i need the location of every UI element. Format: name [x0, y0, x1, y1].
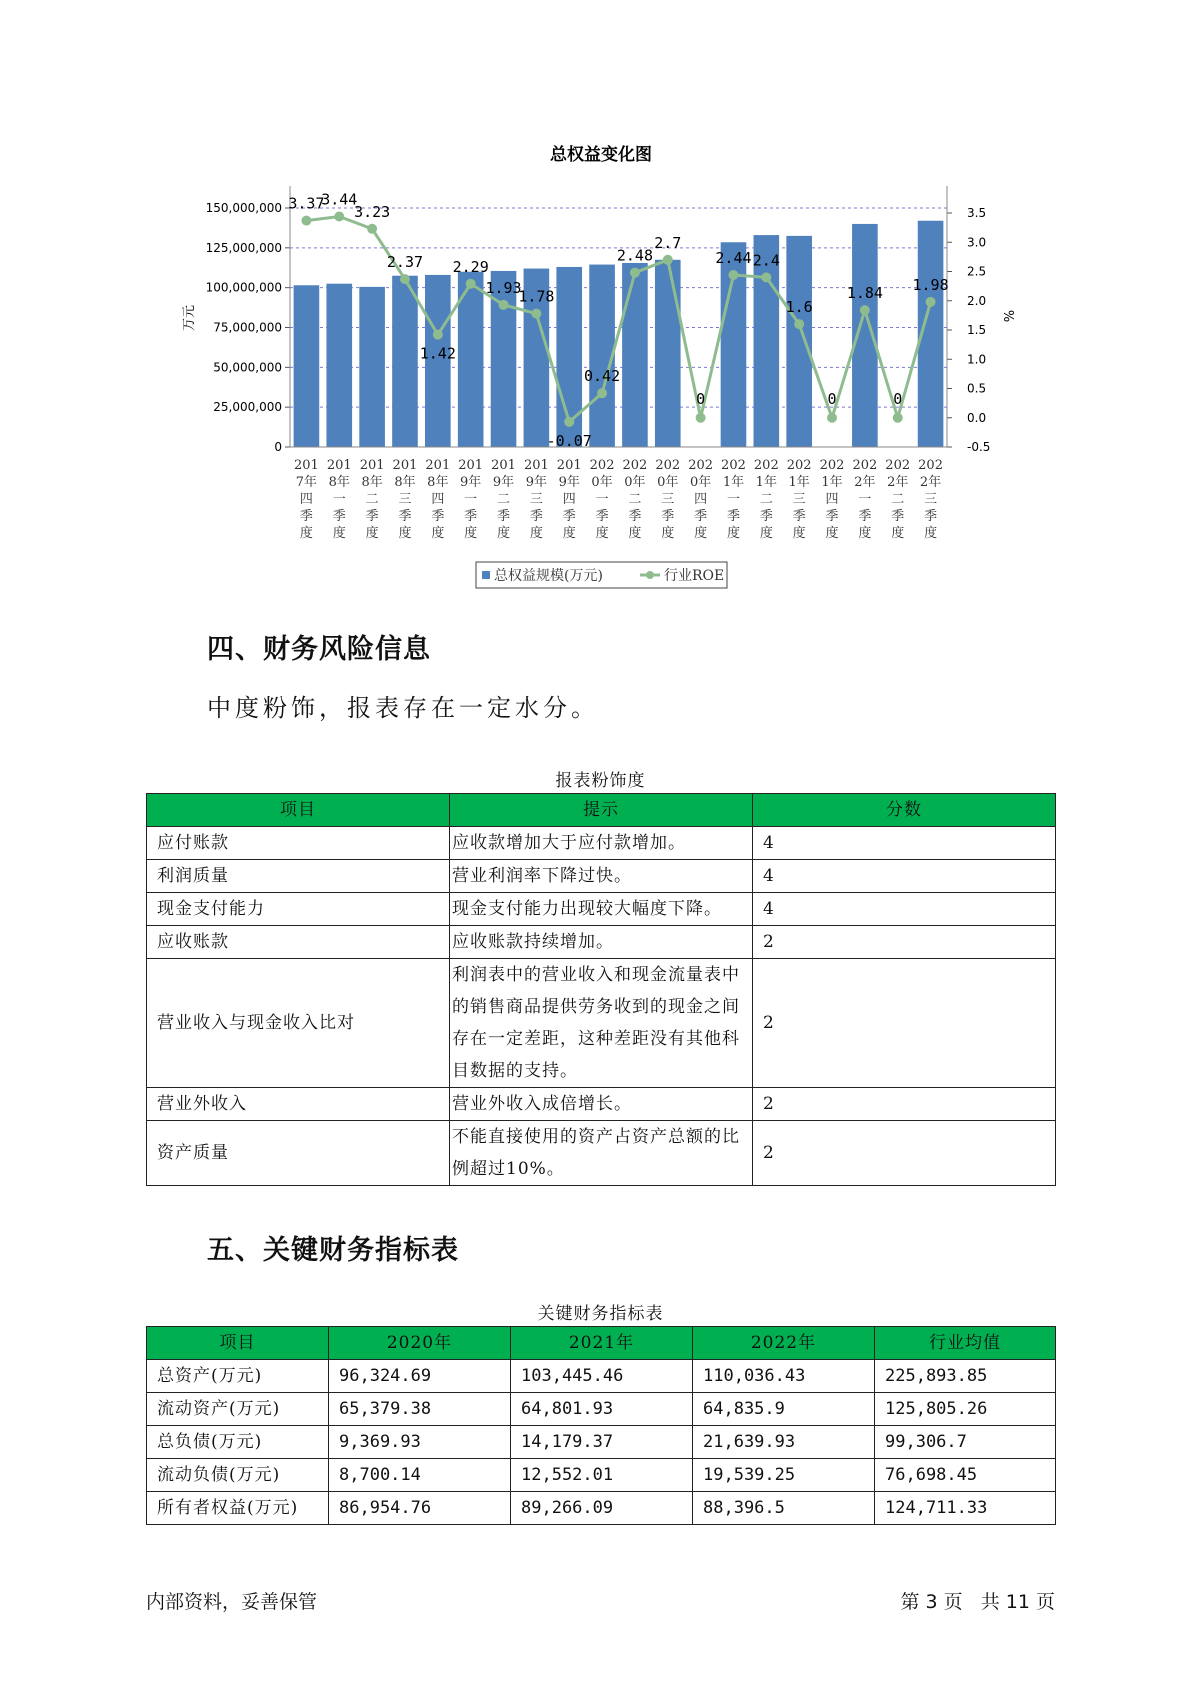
roe-data-label: 1.42	[419, 344, 456, 363]
y-right-tick-label: -0.5	[967, 440, 991, 454]
x-tick-label: 季	[628, 509, 642, 524]
x-tick-label: 度	[726, 526, 740, 541]
kpi-value-cell: 89,266.09	[511, 1492, 693, 1525]
table-row	[147, 959, 1056, 1088]
x-tick-label: 季	[398, 509, 412, 524]
risk-item-cell: 营业外收入	[147, 1088, 450, 1121]
legend-bar-label: 总权益规模(万元)	[494, 568, 603, 584]
kpi-header-cell: 2021年	[511, 1327, 693, 1360]
equity-bar	[622, 263, 648, 447]
equity-chart	[0, 0, 1191, 600]
section4-heading: 四、财务风险信息	[207, 634, 431, 665]
x-tick-label: 0年	[689, 475, 712, 490]
y-right-tick-label: 3.0	[967, 235, 987, 250]
y-left-tick-label: 125,000,000	[205, 240, 282, 255]
x-tick-label: 季	[595, 509, 609, 524]
risk-item-cell: 利润质量	[147, 860, 450, 893]
section4-paragraph: 中度粉饰，报表存在一定水分。	[207, 694, 599, 722]
equity-bar	[392, 276, 418, 447]
x-tick-label: 度	[431, 526, 445, 541]
x-tick-label: 一	[464, 492, 478, 507]
roe-data-label: 2.7	[654, 233, 682, 252]
risk-item-cell: 应收账款	[147, 926, 450, 959]
x-tick-label: 三	[792, 492, 806, 507]
legend-line-label: 行业ROE	[664, 568, 725, 584]
x-tick-label: 三	[661, 492, 675, 507]
table-row	[147, 1426, 1056, 1459]
roe-point	[499, 300, 509, 310]
x-tick-label: 202	[622, 458, 648, 473]
kpi-table	[146, 1326, 1056, 1525]
roe-point	[860, 305, 870, 315]
roe-point	[301, 216, 311, 226]
x-tick-label: 度	[497, 526, 511, 541]
roe-data-label: 0	[696, 389, 706, 408]
x-tick-label: 9年	[558, 475, 580, 490]
x-tick-label: 202	[753, 458, 779, 473]
table-row	[147, 1393, 1056, 1426]
table-row	[147, 1088, 1056, 1121]
risk-header-cell: 项目	[147, 794, 450, 827]
kpi-value-cell: 88,396.5	[693, 1492, 875, 1525]
kpi-value-cell: 64,835.9	[693, 1393, 875, 1426]
y-left-title: 万元	[182, 304, 197, 332]
roe-point	[761, 272, 771, 282]
kpi-value-cell: 86,954.76	[329, 1492, 511, 1525]
kpi-item-cell: 流动资产(万元)	[147, 1393, 329, 1426]
x-tick-label: 四	[694, 492, 708, 507]
y-left-tick-label: 150,000,000	[205, 201, 282, 215]
roe-point	[367, 224, 377, 234]
x-tick-label: 季	[759, 509, 773, 524]
risk-hint-cell: 现金支付能力出现较大幅度下降。	[450, 893, 753, 926]
roe-point	[728, 270, 738, 280]
x-tick-label: 度	[628, 526, 642, 541]
roe-point	[433, 330, 443, 340]
x-tick-label: 度	[299, 526, 313, 541]
roe-data-label: 0.42	[584, 367, 621, 386]
y-left-tick-label: 75,000,000	[213, 320, 282, 335]
x-tick-label: 三	[529, 492, 543, 507]
equity-bar	[359, 287, 385, 447]
roe-data-label: 1.84	[846, 284, 883, 303]
x-tick-label: 度	[398, 526, 412, 541]
x-tick-label: 季	[924, 509, 938, 524]
risk-score-cell: 4	[753, 860, 1056, 893]
footer-confidential: 内部资料，妥善保管	[146, 1591, 318, 1613]
table-row	[147, 1121, 1056, 1186]
roe-point	[696, 413, 706, 423]
roe-data-label: 2.44	[715, 249, 752, 268]
risk-hint-cell: 营业利润率下降过快。	[450, 860, 753, 893]
y-right-tick-label: 3.5	[967, 206, 987, 220]
x-tick-label: 1年	[788, 475, 810, 490]
x-tick-label: 202	[589, 458, 615, 473]
roe-point	[400, 274, 410, 284]
kpi-value-cell: 14,179.37	[511, 1426, 693, 1459]
kpi-value-cell: 65,379.38	[329, 1393, 511, 1426]
x-tick-label: 度	[529, 526, 543, 541]
kpi-value-cell: 124,711.33	[875, 1492, 1056, 1525]
roe-point	[827, 413, 837, 423]
risk-header-cell: 分数	[753, 794, 1056, 827]
x-tick-label: 度	[365, 526, 379, 541]
x-tick-label: 201	[294, 458, 319, 473]
x-tick-label: 度	[694, 526, 708, 541]
x-tick-label: 季	[792, 509, 806, 524]
roe-point	[564, 417, 574, 427]
kpi-value-cell: 96,324.69	[329, 1360, 511, 1393]
x-tick-label: 9年	[460, 475, 482, 490]
x-tick-label: 三	[924, 492, 938, 507]
risk-item-cell: 现金支付能力	[147, 893, 450, 926]
y-right-tick-label: 0.5	[967, 381, 987, 396]
x-tick-label: 2年	[919, 475, 942, 490]
risk-item-cell: 资产质量	[147, 1121, 450, 1186]
x-tick-label: 0年	[657, 475, 679, 490]
y-left-tick-label: 50,000,000	[213, 360, 282, 375]
y-right-tick-label: 2.5	[967, 264, 987, 279]
x-tick-label: 季	[332, 509, 346, 524]
risk-hint-cell: 营业外收入成倍增长。	[450, 1088, 753, 1121]
roe-data-label: 2.37	[386, 253, 424, 272]
x-tick-label: 7年	[295, 475, 318, 490]
y-left-tick-label: 100,000,000	[205, 280, 282, 295]
kpi-value-cell: 64,801.93	[511, 1393, 693, 1426]
kpi-value-cell: 76,698.45	[875, 1459, 1056, 1492]
x-tick-label: 季	[431, 509, 445, 524]
x-tick-label: 202	[852, 458, 878, 473]
roe-data-label: 1.93	[485, 278, 522, 297]
equity-bar	[655, 260, 681, 447]
y-left-tick-label: 0	[274, 440, 282, 454]
roe-point	[926, 297, 936, 307]
section5-heading: 五、关键财务指标表	[207, 1235, 459, 1266]
roe-point	[334, 212, 344, 222]
risk-header-cell: 提示	[450, 794, 753, 827]
roe-point	[466, 279, 476, 289]
y-left-tick-label: 25,000,000	[213, 400, 282, 415]
x-tick-label: 度	[595, 526, 609, 541]
x-tick-label: 季	[891, 509, 905, 524]
kpi-item-cell: 流动负债(万元)	[147, 1459, 329, 1492]
risk-hint-cell: 不能直接使用的资产占资产总额的比例超过10%。	[450, 1121, 753, 1186]
x-tick-label: 202	[918, 458, 943, 473]
x-tick-label: 1年	[821, 475, 843, 490]
risk-table-caption: 报表粉饰度	[555, 771, 646, 791]
x-tick-label: 度	[891, 526, 905, 541]
x-tick-label: 四	[562, 492, 576, 507]
table-row	[147, 1492, 1056, 1525]
x-tick-label: 201	[491, 458, 516, 473]
x-tick-label: 一	[858, 492, 872, 507]
risk-score-cell: 2	[753, 1088, 1056, 1121]
kpi-value-cell: 8,700.14	[329, 1459, 511, 1492]
x-tick-label: 2年	[854, 475, 876, 490]
kpi-table-caption: 关键财务指标表	[537, 1304, 664, 1324]
risk-hint-cell: 应收款增加大于应付款增加。	[450, 827, 753, 860]
kpi-value-cell: 12,552.01	[511, 1459, 693, 1492]
kpi-value-cell: 225,893.85	[875, 1360, 1056, 1393]
x-tick-label: 一	[595, 492, 609, 507]
x-tick-label: 度	[825, 526, 839, 541]
risk-score-cell: 2	[753, 1121, 1056, 1186]
roe-data-label: 3.44	[321, 190, 358, 209]
x-tick-label: 季	[694, 509, 708, 524]
x-tick-label: 9年	[525, 475, 548, 490]
roe-point	[597, 388, 607, 398]
chart-x-labels	[294, 458, 943, 541]
x-tick-label: 二	[891, 492, 905, 507]
x-tick-label: 9年	[492, 475, 515, 490]
x-tick-label: 201	[556, 458, 582, 473]
x-tick-label: 8年	[427, 475, 449, 490]
roe-data-label: 1.78	[518, 287, 555, 306]
kpi-value-cell: 99,306.7	[875, 1426, 1056, 1459]
roe-data-label: 0	[827, 389, 837, 408]
table-row	[147, 860, 1056, 893]
roe-data-label: -0.07	[546, 431, 592, 450]
x-tick-label: 202	[721, 458, 746, 473]
footer-page-number: 第 3 页 共 11 页	[900, 1591, 1055, 1613]
table-row	[147, 827, 1056, 860]
x-tick-label: 2年	[887, 475, 909, 490]
equity-bar	[326, 284, 352, 447]
x-tick-label: 8年	[394, 475, 416, 490]
x-tick-label: 四	[825, 492, 839, 507]
x-tick-label: 度	[759, 526, 773, 541]
risk-table	[146, 793, 1056, 1186]
x-tick-label: 二	[365, 492, 379, 507]
roe-point	[630, 268, 640, 278]
x-tick-label: 度	[464, 526, 478, 541]
legend-bar-swatch	[482, 571, 490, 579]
risk-hint-cell: 利润表中的营业收入和现金流量表中的销售商品提供劳务收到的现金之间存在一定差距，这种差距没有其他科目数据的支持。	[450, 959, 753, 1088]
x-tick-label: 1年	[755, 475, 777, 490]
kpi-value-cell: 9,369.93	[329, 1426, 511, 1459]
kpi-header-cell: 2020年	[329, 1327, 511, 1360]
table-row	[147, 926, 1056, 959]
table-row	[147, 893, 1056, 926]
x-tick-label: 202	[688, 458, 714, 473]
x-tick-label: 201	[359, 458, 385, 473]
roe-data-label: 3.37	[288, 194, 325, 213]
risk-item-cell: 应付账款	[147, 827, 450, 860]
kpi-header-cell: 项目	[147, 1327, 329, 1360]
x-tick-label: 202	[655, 458, 681, 473]
x-tick-label: 201	[458, 458, 484, 473]
x-tick-label: 季	[726, 509, 740, 524]
x-tick-label: 8年	[328, 475, 350, 490]
kpi-header-cell: 2022年	[693, 1327, 875, 1360]
x-tick-label: 度	[858, 526, 872, 541]
roe-data-label: 1.6	[785, 298, 813, 317]
y-right-tick-label: 0.0	[967, 410, 987, 425]
x-tick-label: 季	[858, 509, 872, 524]
y-right-tick-label: 2.0	[967, 293, 987, 308]
x-tick-label: 度	[562, 526, 576, 541]
risk-item-cell: 营业收入与现金收入比对	[147, 959, 450, 1088]
risk-score-cell: 2	[753, 926, 1056, 959]
x-tick-label: 202	[786, 458, 812, 473]
y-right-title: %	[1000, 309, 1015, 323]
x-tick-label: 季	[365, 509, 379, 524]
roe-point	[663, 255, 673, 265]
x-tick-label: 1年	[722, 475, 745, 490]
x-tick-label: 三	[398, 492, 412, 507]
y-right-tick-label: 1.0	[967, 352, 987, 367]
kpi-value-cell: 110,036.43	[693, 1360, 875, 1393]
kpi-value-cell: 103,445.46	[511, 1360, 693, 1393]
x-tick-label: 四	[299, 492, 313, 507]
x-tick-label: 度	[332, 526, 346, 541]
x-tick-label: 201	[425, 458, 451, 473]
x-tick-label: 201	[392, 458, 418, 473]
y-right-tick-label: 1.5	[967, 323, 987, 337]
x-tick-label: 8年	[361, 475, 383, 490]
x-tick-label: 一	[332, 492, 346, 507]
x-tick-label: 季	[299, 509, 313, 524]
x-tick-label: 季	[529, 509, 543, 524]
roe-data-label: 2.29	[452, 257, 489, 276]
x-tick-label: 202	[885, 458, 911, 473]
legend-line-marker	[646, 571, 654, 579]
roe-data-label: 0	[893, 389, 903, 408]
kpi-value-cell: 21,639.93	[693, 1426, 875, 1459]
x-tick-label: 季	[825, 509, 839, 524]
roe-data-label: 2.48	[616, 246, 653, 265]
chart-title: 总权益变化图	[550, 145, 652, 165]
kpi-value-cell: 125,805.26	[875, 1393, 1056, 1426]
x-tick-label: 201	[523, 458, 549, 473]
x-tick-label: 季	[464, 509, 478, 524]
x-tick-label: 季	[562, 509, 576, 524]
roe-point	[794, 319, 804, 329]
chart-roe-line	[288, 191, 948, 450]
x-tick-label: 度	[661, 526, 675, 541]
kpi-header-cell: 行业均值	[875, 1327, 1056, 1360]
x-tick-label: 度	[924, 526, 938, 541]
roe-point	[531, 309, 541, 319]
x-tick-label: 二	[497, 492, 511, 507]
kpi-item-cell: 总资产(万元)	[147, 1360, 329, 1393]
roe-data-label: 1.98	[912, 275, 949, 294]
roe-data-label: 2.4	[752, 251, 780, 270]
risk-hint-cell: 应收账款持续增加。	[450, 926, 753, 959]
roe-point	[893, 413, 903, 423]
risk-score-cell: 2	[753, 959, 1056, 1088]
x-tick-label: 一	[726, 492, 740, 507]
x-tick-label: 0年	[624, 475, 646, 490]
x-tick-label: 二	[759, 492, 773, 507]
x-tick-label: 季	[661, 509, 675, 524]
equity-bar	[294, 285, 320, 447]
kpi-item-cell: 所有者权益(万元)	[147, 1492, 329, 1525]
equity-bar	[786, 236, 812, 447]
x-tick-label: 201	[326, 458, 352, 473]
x-tick-label: 度	[792, 526, 806, 541]
x-tick-label: 202	[819, 458, 845, 473]
x-tick-label: 二	[628, 492, 642, 507]
table-row	[147, 1360, 1056, 1393]
chart-legend	[476, 562, 727, 588]
kpi-item-cell: 总负债(万元)	[147, 1426, 329, 1459]
x-tick-label: 0年	[591, 475, 613, 490]
x-tick-label: 季	[497, 509, 511, 524]
risk-score-cell: 4	[753, 827, 1056, 860]
risk-score-cell: 4	[753, 893, 1056, 926]
x-tick-label: 四	[431, 492, 445, 507]
table-row	[147, 1459, 1056, 1492]
roe-data-label: 3.23	[354, 202, 391, 221]
kpi-value-cell: 19,539.25	[693, 1459, 875, 1492]
